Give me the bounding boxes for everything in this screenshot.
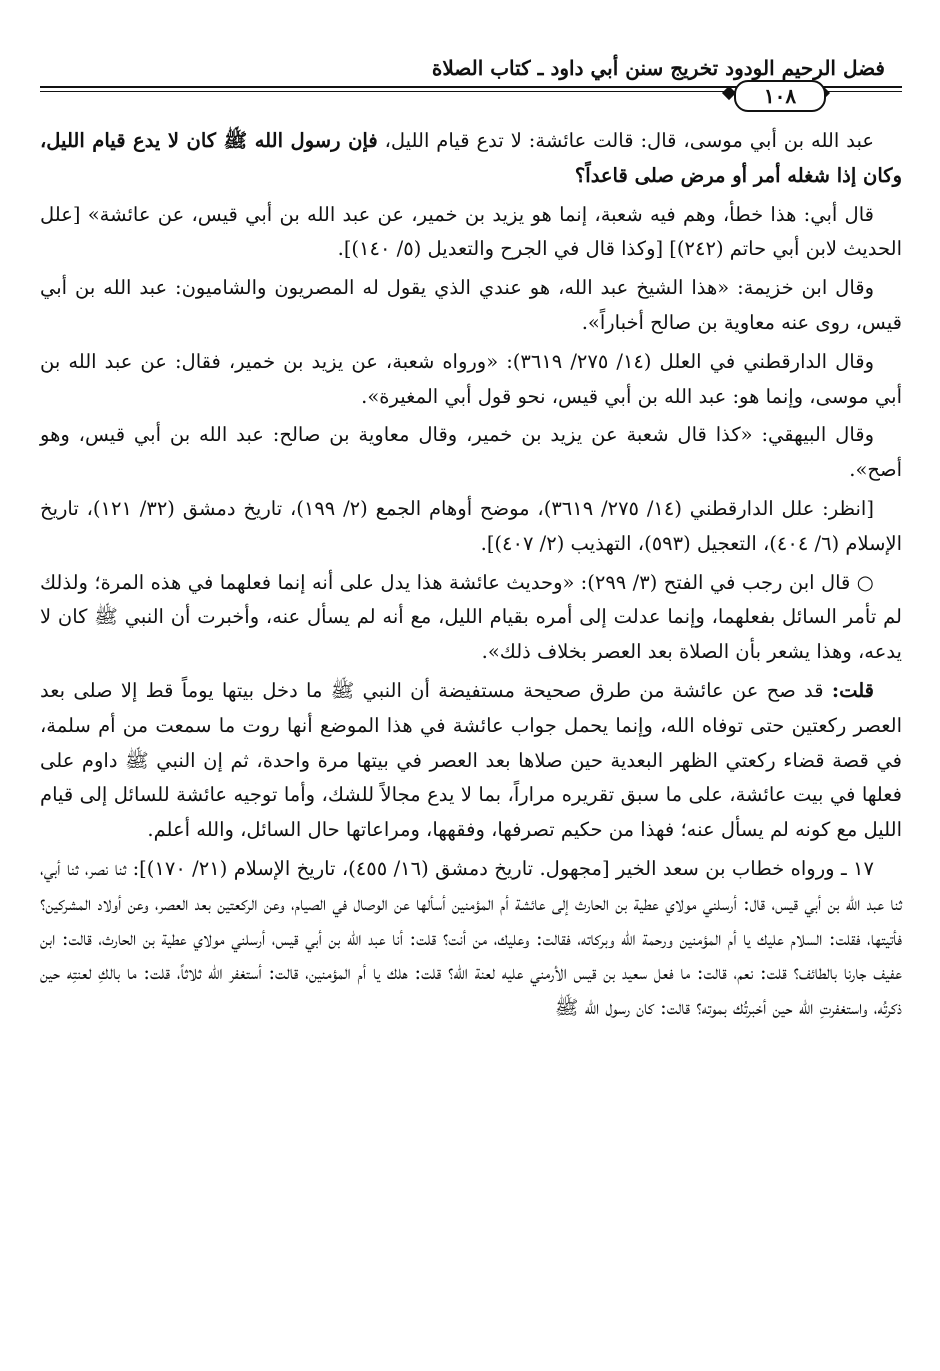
paragraph [40,566,902,670]
paragraph-text: وقال ابن خزيمة: «هذا الشيخ عبد الله، هو عندي الذي يقول له المصريون والشاميون: عبد الله بن أبي قيس، روى عنه معاوية بن صالح أخباراً». [40,276,902,334]
paragraph-text: ١٧ ـ ورواه خطاب بن سعد الخير [مجهول. تاريخ دمشق (١٦/ ٤٥٥)، تاريخ الإسلام (٢١/ ١٧٠)]: ثنا نصر، ثنا أبي، ثنا عبد الله بن أبي قيس، قال: أرسلني مولاي عطية بن الحارث إلى عائشة أم المؤمنين أسألها عن الوصال في الصيام، وعن الركعتين بعد العصر، وعن أولاد المشركين؟ فأتيتها، فقلت: السلام عليك يا أم المؤمنين ورحمة الله وبركاته، فقالت: وعليك، من أنت؟ قلت: أنا عبد الله بن أبي قيس، أرسلني مولاي عطية بن الحارث، قالت: ابن عفيف جارنا بالطائف؟ قلت: نعم، قالت: ما فعل سعيد بن قيس الأرمني عليه لعنة الله؟ قلت: هلك يا أم المؤمنين، قالت: أستغفر الله ثلاثاً، قلت: ما بالكِ لعنتِه حين ذكرتُه، واستغفرتِ الله حين أخبرتُك بموته؟ قالت: كان رسول الله ﷺ [40,856,902,1020]
paragraph-text: قال أبي: هذا خطأ، وهم فيه شعبة، إنما هو يزيد بن خمير، عن عبد الله بن أبي قيس، عن عائشة» [علل الحديث لابن أبي حاتم (٢٤٢)] [وكذا قال في الجرح والتعديل (٥/ ١٤٠)]. [40,202,902,261]
paragraph-text: وقال البيهقي: «كذا قال شعبة عن يزيد بن خمير، وقال معاوية بن صالح: عبد الله بن أبي قيس، وهو أصح». [40,423,902,482]
paragraph [40,345,902,415]
paragraph-bold-text: قلت: [831,678,874,702]
running-header: فضل الرحيم الودود تخريج سنن أبي داود ـ كتاب الصلاة [431,56,885,80]
paragraph [40,124,902,194]
paragraph [40,852,902,1026]
paragraph-text: [انظر: علل الدارقطني (١٤/ ٢٧٥/ ٣٦١٩)، موضح أوهام الجمع (٢/ ١٩٩)، تاريخ دمشق (٣٢/ ١٢١)، تاريخ الإسلام (٦/ ٤٠٤)، التعجيل (٥٩٣)، التهذيب (٢/ ٤٠٧)]. [40,496,902,555]
page-number: ١٠٨ [734,80,826,112]
paragraph-text: قد صح عن عائشة من طرق صحيحة مستفيضة أن النبي ﷺ ما دخل بيتها يوماً قط إلا صلى بعد العصر ركعتين حتى توفاه الله، وإنما يحمل جواب عائشة في هذا الموضع أنها روت ما سمعت من أم سلمة، في قصة قضاء ركعتي الظهر البعدية حين صلاها بعد العصر في بيتها مرة واحدة، ثم إن النبي ﷺ داوم على فعلها في بيت عائشة، على ما سبق تقريره مراراً، بما لا يدع مجالاً للشك، وأما توجيه عائشة للسائل إلى قيام الليل مع كونه لم يسأل عنه؛ فهذا من حكيم تصرفها، وفقهها، ومراعاتها حال السائل، والله أعلم. [40,678,902,842]
paragraph-text: ○ قال ابن رجب في الفتح (٣/ ٢٩٩): «وحديث عائشة هذا يدل على أنه إنما فعلهما في هذه المرة؛ ولذلك لم تأمر السائل بفعلهما، وإنما عدلت إلى أمره بقيام الليل، مع أنه لم يسأل عنه، وأخبرت أن النبي ﷺ كان لا يدعه، وهذا يشعر بأن الصلاة بعد العصر بخلاف ذلك». [40,570,902,664]
page-body [40,124,902,1362]
paragraph [40,418,902,488]
paragraph-text: وقال الدارقطني في العلل (١٤/ ٢٧٥/ ٣٦١٩): «ورواه شعبة، عن يزيد بن خمير، فقال: عن عبد الله بن أبي موسى، وإنما هو: عبد الله بن أبي قيس، نحو قول أبي المغيرة». [40,349,902,408]
paragraph [40,492,902,562]
paragraph [40,674,902,848]
paragraph-text: عبد الله بن أبي موسى، قال: قالت عائشة: لا تدع قيام الليل، [377,129,874,152]
paragraph-bold-text: فإن رسول الله ﷺ كان لا يدع قيام الليل، وكان إذا شغله أمر أو مرض صلى قاعداً؟ [40,129,902,187]
paragraph [40,198,902,268]
paragraph [40,271,902,341]
